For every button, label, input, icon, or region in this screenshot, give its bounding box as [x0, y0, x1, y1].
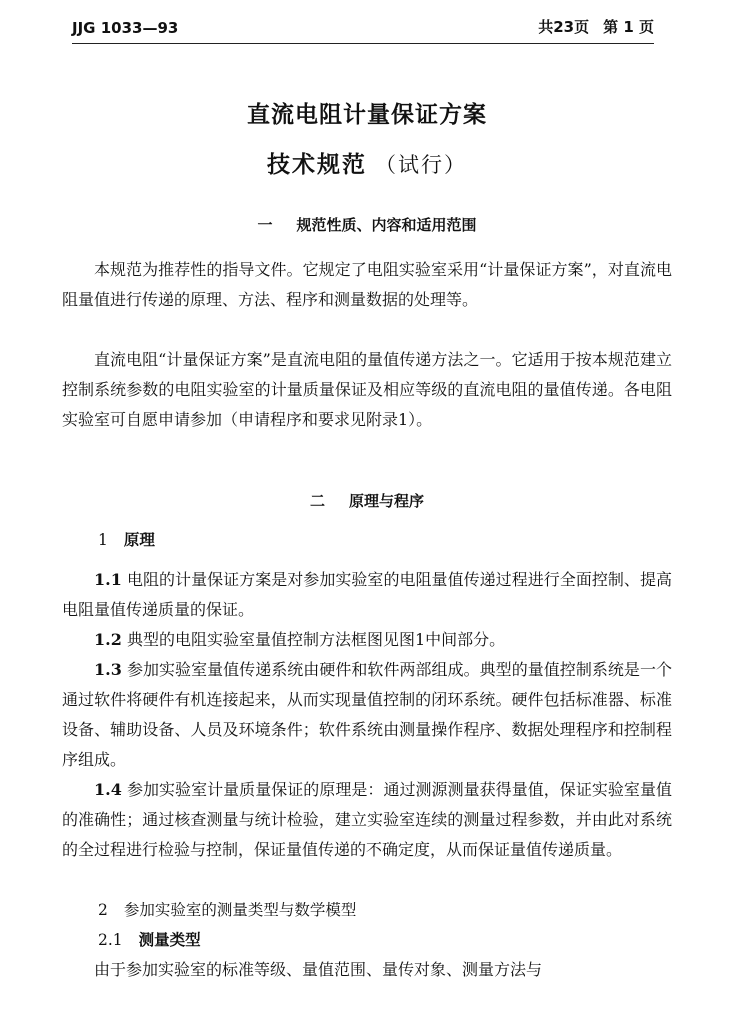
subsection-1-title: 原理 [123, 531, 155, 549]
clause-1-2 [62, 625, 672, 655]
clause-2-1-title: 测量类型 [138, 931, 201, 949]
section-2-number: 二 [309, 492, 325, 510]
clause-1-4-text: 参加实验室计量质量保证的原理是：通过测源测量获得量值，保证实验室量值的准确性；通过核查测量与统计检验，建立实验室连续的测量过程参数，并由此对系统的全过程进行检验与控制，保证量值传递的不确定度，从而保证量值传递质量。 [62, 780, 672, 859]
clause-1-2-number: 1.2 [94, 630, 122, 649]
clause-1-1 [62, 565, 672, 625]
clause-1-3 [62, 655, 672, 775]
section-2-heading [0, 490, 734, 511]
clause-1-2-text: 典型的电阻实验室量值控制方法框图见图1中间部分。 [126, 630, 506, 649]
subsection-1-heading [98, 528, 155, 550]
clause-2-1-number: 2.1 [98, 931, 123, 949]
clause-1-4 [62, 775, 672, 865]
section-1-title: 规范性质、内容和适用范围 [296, 216, 477, 234]
subsection-2-number: 2 [98, 901, 108, 919]
page-number: 第 1 页 [603, 18, 654, 36]
section-1-paragraph-1: 本规范为推荐性的指导文件。它规定了电阻实验室采用“计量保证方案”，对直流电阻量值进行传递的原理、方法、程序和测量数据的处理等。 [62, 260, 672, 309]
section-1-number: 一 [257, 216, 273, 234]
clause-2-1-text: 由于参加实验室的标准等级、量值范围、量传对象、测量方法与 [94, 960, 543, 979]
standard-code: JJG 1033—93 [72, 19, 179, 37]
clause-1-1-number: 1.1 [94, 570, 122, 589]
section-1-paragraph-2: 直流电阻“计量保证方案”是直流电阻的量值传递方法之一。它适用于按本规范建立控制系统参数的电阻实验室的计量质量保证及相应等级的直流电阻的量值传递。各电阻实验室可自愿申请参加（申请程序和要求见附录1）。 [62, 350, 672, 429]
clause-1-4-number: 1.4 [94, 780, 122, 799]
document-subtitle [0, 146, 734, 179]
total-pages: 共23页 [538, 18, 590, 36]
clause-1-3-text: 参加实验室量值传递系统由硬件和软件两部组成。典型的量值控制系统是一个通过软件将硬件有机连接起来，从而实现量值控制的闭环系统。硬件包括标准器、标准设备、辅助设备、人员及环境条件；软件系统由测量操作程序、数据处理程序和控制程序组成。 [62, 660, 672, 769]
subtitle-suffix: （试行） [375, 153, 467, 177]
subsection-2-heading [98, 898, 356, 920]
section-2-title: 原理与程序 [349, 492, 425, 510]
page-info [538, 16, 654, 37]
clause-1-1-text: 电阻的计量保证方案是对参加实验室的电阻量值传递过程进行全面控制、提高电阻量值传递质量的保证。 [62, 570, 672, 619]
subtitle-text: 技术规范 [267, 152, 367, 178]
clause-1-3-number: 1.3 [94, 660, 122, 679]
page-header [72, 12, 654, 44]
clause-2-1-heading [98, 928, 201, 950]
subsection-1-number: 1 [98, 531, 108, 549]
subsection-2-title: 参加实验室的测量类型与数学模型 [123, 901, 357, 919]
section-1-heading [0, 214, 734, 235]
document-title: 直流电阻计量保证方案 [247, 102, 487, 128]
